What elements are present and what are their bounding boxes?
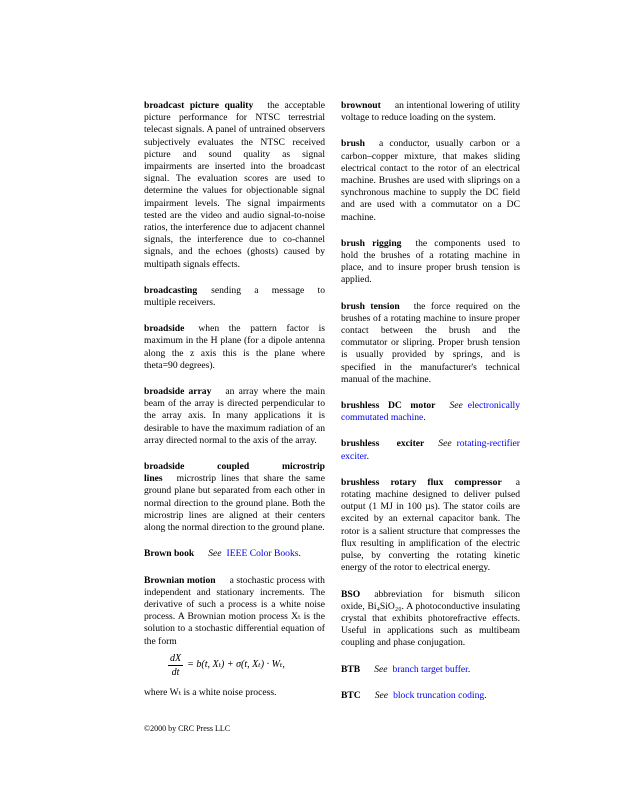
entry-definition: the force required on the brushes of a rotating machine to insure proper contact between the brush and the commutator or slipring. Proper brush tension is usually provided by springs, and is specified in the manufacturer's technical manual of the machine.: [341, 300, 520, 385]
entry-btc: [341, 690, 520, 702]
entry-term: broadcasting: [144, 284, 198, 296]
entry-term: brushless DC motor: [341, 400, 436, 412]
entry-broadcasting: [144, 285, 325, 309]
entry-definition: microstrip lines that share the same ground plane but separated from each other in normal direction to the ground plane. Both the microstrip lines are aligned at their centers along the normal direction to the ground plane.: [144, 473, 325, 534]
entry-term: Brown book: [144, 548, 195, 560]
entry-term: brushless rotary flux compressor: [341, 476, 502, 488]
entry-broadside-array: [144, 386, 325, 447]
cross-reference-link[interactable]: IEEE Color Books: [226, 548, 299, 560]
entry-bso: [341, 589, 520, 650]
entry-term: broadside array: [144, 386, 212, 398]
entry-term: BSO: [341, 588, 361, 600]
cross-reference-link[interactable]: block truncation coding: [393, 689, 485, 701]
copyright-footer: ©2000 by CRC Press LLC: [144, 724, 231, 733]
entry-term: brush: [341, 138, 365, 150]
entry-brown-book: [144, 548, 325, 560]
punctuation: .: [298, 548, 301, 560]
entry-definition: the acceptable picture performance for NTSC terrestrial telecast signals. A panel of untrained observers subjectively evaluates the NTSC received picture and sound quality as signal impairments are inserted into the broadcast signal. The evaluation scores are used to determine the values for objectionable signal impairment levels. The signal impairments tested are the video and audio signal-to-noise ratios, the interference due to adjacent channel signals, the interference due to co-channel signals, and the echoes (ghosts) caused by multipath signals effects.: [144, 100, 326, 270]
equation-rhs: = b(t, Xₜ) + σ(t, Xₜ) · Wₜ,: [187, 659, 285, 671]
punctuation: .: [484, 689, 487, 701]
entry-brownout: [341, 100, 520, 124]
entry-term: brush tension: [341, 300, 400, 312]
entry-term: brownout: [341, 100, 381, 111]
see-label: See: [449, 400, 463, 412]
entry-brushless-rotary-flux-compressor: [341, 477, 520, 575]
entry-brush-tension: [341, 301, 520, 386]
entry-broadside-coupled-microstrip-lines: [144, 461, 325, 534]
entry-term: broadcast picture quality: [144, 100, 254, 111]
entry-broadcast-picture-quality: [144, 100, 325, 271]
see-label: See: [208, 548, 222, 560]
entry-definition: a rotating machine designed to deliver pulsed output (1 MJ in 100 µs). The stator coils are excited by an external capacitor bank. The rotor is a salient structure that compresses the flux resulting in amplification of the electric pulse, by converting the rotating kinetic energy of the rotor to electrical energy.: [341, 476, 520, 574]
right-column: [341, 100, 520, 716]
fraction-numerator: dX: [170, 652, 182, 664]
punctuation: .: [366, 450, 369, 462]
stochastic-equation: [168, 652, 325, 679]
entry-term: BTC: [341, 689, 361, 701]
entry-term: brush rigging: [341, 237, 402, 249]
entry-definition: when the pattern factor is maximum in the H plane (for a dipole antenna along the z axis this is the plane where theta=90 degrees).: [144, 323, 325, 371]
see-label: See: [374, 689, 389, 701]
entry-definition: the components used to hold the brushes of a rotating machine in place, and to insure proper brush tension is applied.: [341, 237, 520, 286]
entry-brownian-motion: [144, 575, 325, 699]
cross-reference-link[interactable]: electronically commutated machine: [341, 400, 520, 424]
entry-definition: a conductor, usually carbon or a carbon–copper mixture, that makes sliding electrical contact to the rotor of an electrical machine. Brushes are used with sliprings on a synchronous machine to supply the DC field and are used with a commutator on a DC machine.: [341, 138, 520, 223]
entry-term: BTB: [341, 663, 361, 675]
entry-brush-rigging: [341, 238, 520, 287]
entry-term: broadside coupled microstrip lines: [144, 461, 325, 485]
punctuation: .: [423, 412, 426, 424]
derivative-fraction: [168, 652, 183, 679]
entry-broadside: [144, 323, 325, 372]
left-column: [144, 100, 325, 699]
cross-reference-link[interactable]: branch target buffer: [392, 663, 468, 675]
entry-definition: a stochastic process with independent and stationary increments. The derivative of such a process is a white noise process. A Brownian motion process Xₜ is the solution to a stochastic differential equation of the form: [144, 574, 325, 647]
entry-term: brushless exciter: [341, 438, 425, 450]
entry-brushless-exciter: [341, 438, 520, 462]
entry-definition: abbreviation for bismuth silicon oxide, Bi₄SiO₂₀. A photoconductive insulating crystal that exhibits photorefractive effects. Useful in applications such as multibeam coupling and phase conjugation.: [341, 588, 520, 649]
entry-definition: sending a message to multiple receivers.: [144, 284, 325, 309]
entry-brushless-dc-motor: [341, 400, 520, 424]
punctuation: .: [467, 663, 471, 675]
entry-definition: an intentional lowering of utility voltage to reduce loading on the system.: [341, 100, 520, 124]
cross-reference-link[interactable]: rotating-rectifier exciter: [341, 438, 520, 462]
entry-btb: [341, 664, 520, 676]
entry-definition-tail: where Wₜ is a white noise process.: [144, 686, 277, 698]
fraction-denominator: dt: [171, 666, 180, 678]
entry-term: broadside: [144, 323, 185, 335]
entry-definition: an array where the main beam of the array is directed perpendicular to the array axis. In many applications it is desirable to have the maximum radiation of an array directed normal to the axis of the array.: [144, 386, 325, 446]
see-label: See: [438, 438, 452, 450]
entry-term: Brownian motion: [144, 574, 216, 586]
entry-brush: [341, 138, 520, 223]
see-label: See: [374, 663, 388, 675]
